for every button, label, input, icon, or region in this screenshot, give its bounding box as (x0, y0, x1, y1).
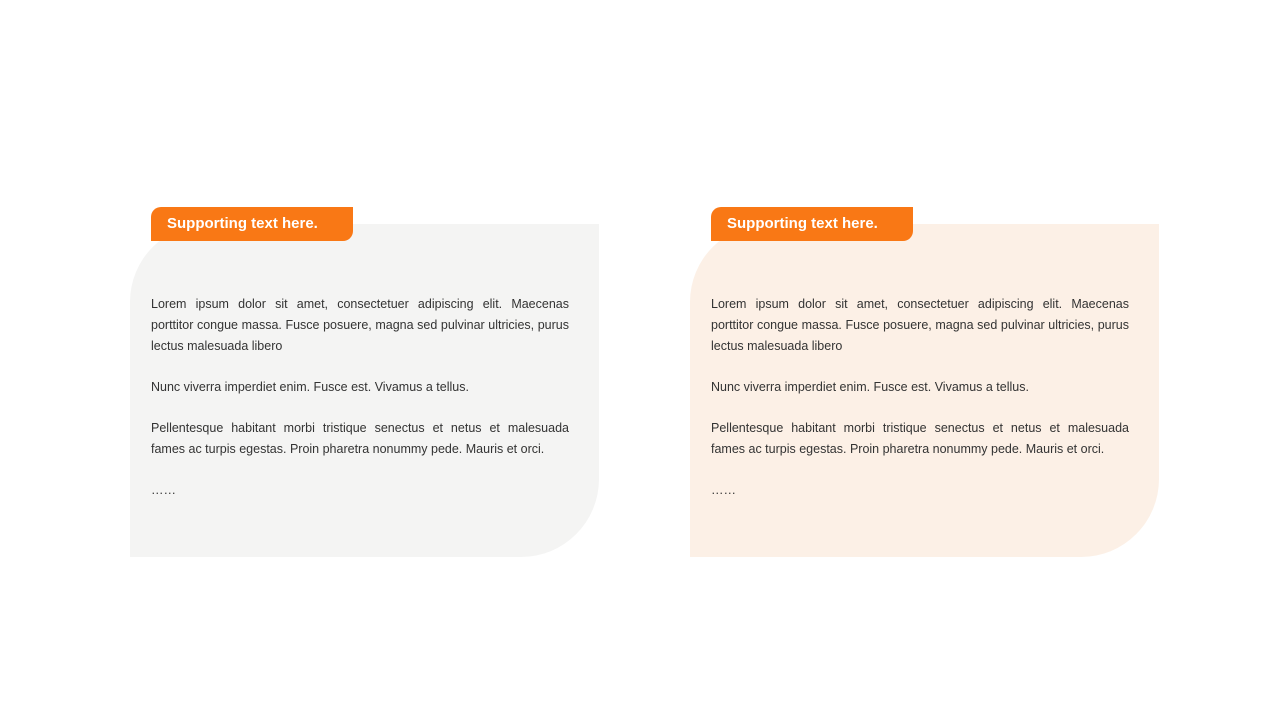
card-right-body (711, 294, 1129, 521)
card-right-tab-label: Supporting text here. (711, 207, 913, 241)
card-left-body (151, 294, 569, 521)
card-left-paragraph-2: Nunc viverra imperdiet enim. Fusce est. Vivamus a tellus. (151, 380, 469, 394)
card-right-paragraph-2: Nunc viverra imperdiet enim. Fusce est. Vivamus a tellus. (711, 380, 1029, 394)
card-left-tab-label: Supporting text here. (151, 207, 353, 241)
card-right-ellipsis: …… (711, 483, 736, 497)
card-right-paragraph-1: Lorem ipsum dolor sit amet, consectetuer adipiscing elit. Maecenas porttitor congue massa. Fusce posuere, magna sed pulvinar ultricies, purus lectus malesuada libero (711, 297, 1129, 353)
card-left-ellipsis: …… (151, 483, 176, 497)
card-right-paragraph-3: Pellentesque habitant morbi tristique senectus et netus et malesuada fames ac turpis egestas. Proin pharetra nonummy pede. Mauris et orci. (711, 421, 1129, 456)
card-left-paragraph-1: Lorem ipsum dolor sit amet, consectetuer adipiscing elit. Maecenas porttitor congue massa. Fusce posuere, magna sed pulvinar ultricies, purus lectus malesuada libero (151, 297, 569, 353)
card-left-paragraph-3: Pellentesque habitant morbi tristique senectus et netus et malesuada fames ac turpis egestas. Proin pharetra nonummy pede. Mauris et orci. (151, 421, 569, 456)
